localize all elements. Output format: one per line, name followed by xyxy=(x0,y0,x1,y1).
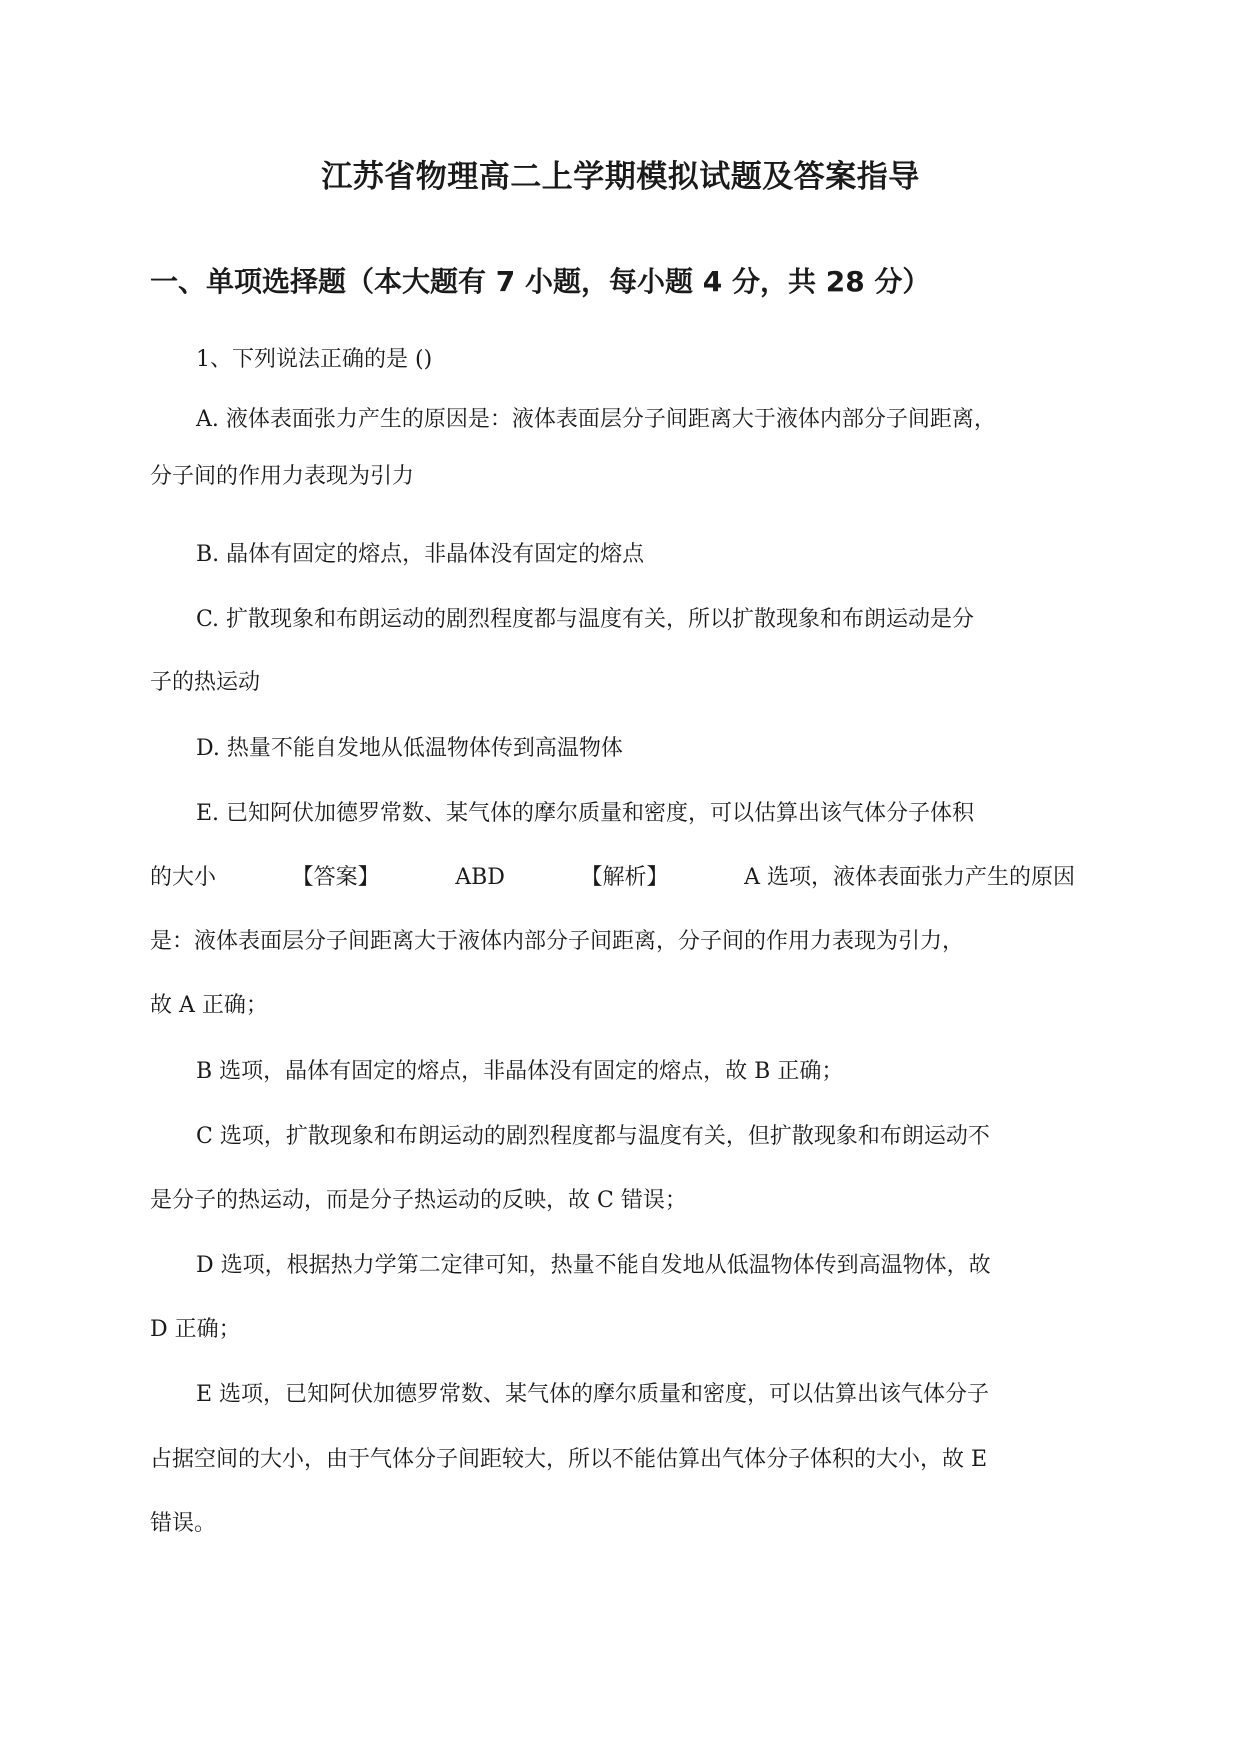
analysis-c-line2: 是分子的热运动，而是分子热运动的反映，故 C 错误； xyxy=(150,1188,687,1213)
option-b: B. 晶体有固定的熔点，非晶体没有固定的熔点 xyxy=(196,542,645,567)
option-a-line2: 分子间的作用力表现为引力 xyxy=(150,464,415,489)
section-heading: 一、单项选择题（本大题有 7 小题，每小题 4 分，共 28 分） xyxy=(150,265,931,298)
analysis-c-line1: C 选项，扩散现象和布朗运动的剧烈程度都与温度有关，但扩散现象和布朗运动不 xyxy=(196,1124,990,1149)
option-d: D. 热量不能自发地从低温物体传到高温物体 xyxy=(196,736,623,761)
option-e-line1: E. 已知阿伏加德罗常数、某气体的摩尔质量和密度，可以估算出该气体分子体积 xyxy=(196,801,975,826)
analysis-e-line2: 占据空间的大小，由于气体分子间距较大，所以不能估算出气体分子体积的大小，故 E xyxy=(150,1447,988,1472)
analysis-d-line1: D 选项，根据热力学第二定律可知，热量不能自发地从低温物体传到高温物体，故 xyxy=(196,1253,991,1278)
question-stem: 1、下列说法正确的是 () xyxy=(196,347,433,372)
analysis-e-line1: E 选项，已知阿伏加德罗常数、某气体的摩尔质量和密度，可以估算出该气体分子 xyxy=(196,1382,990,1407)
analysis-a-lead: A 选项，液体表面张力产生的原因 xyxy=(744,865,1075,890)
option-a-line1: A. 液体表面张力产生的原因是：液体表面层分子间距离大于液体内部分子间距离， xyxy=(196,407,996,432)
analysis-a-line2: 是：液体表面层分子间距离大于液体内部分子间距离，分子间的作用力表现为引力， xyxy=(150,929,965,954)
option-c-line1: C. 扩散现象和布朗运动的剧烈程度都与温度有关，所以扩散现象和布朗运动是分 xyxy=(196,607,975,632)
document-title: 江苏省物理高二上学期模拟试题及答案指导 xyxy=(321,159,920,195)
option-e-line2: 的大小 xyxy=(150,865,217,890)
analysis-label: 【解析】 xyxy=(580,865,669,890)
analysis-d-line2: D 正确； xyxy=(150,1317,241,1342)
analysis-b: B 选项，晶体有固定的熔点，非晶体没有固定的熔点，故 B 正确； xyxy=(196,1059,844,1084)
option-c-line2: 子的热运动 xyxy=(150,670,261,695)
answer-label: 【答案】 xyxy=(291,865,380,890)
answer-value: ABD xyxy=(455,865,505,890)
analysis-a-line3: 故 A 正确； xyxy=(150,993,268,1018)
analysis-e-line3: 错误。 xyxy=(150,1511,217,1536)
answer-row xyxy=(150,861,1075,895)
